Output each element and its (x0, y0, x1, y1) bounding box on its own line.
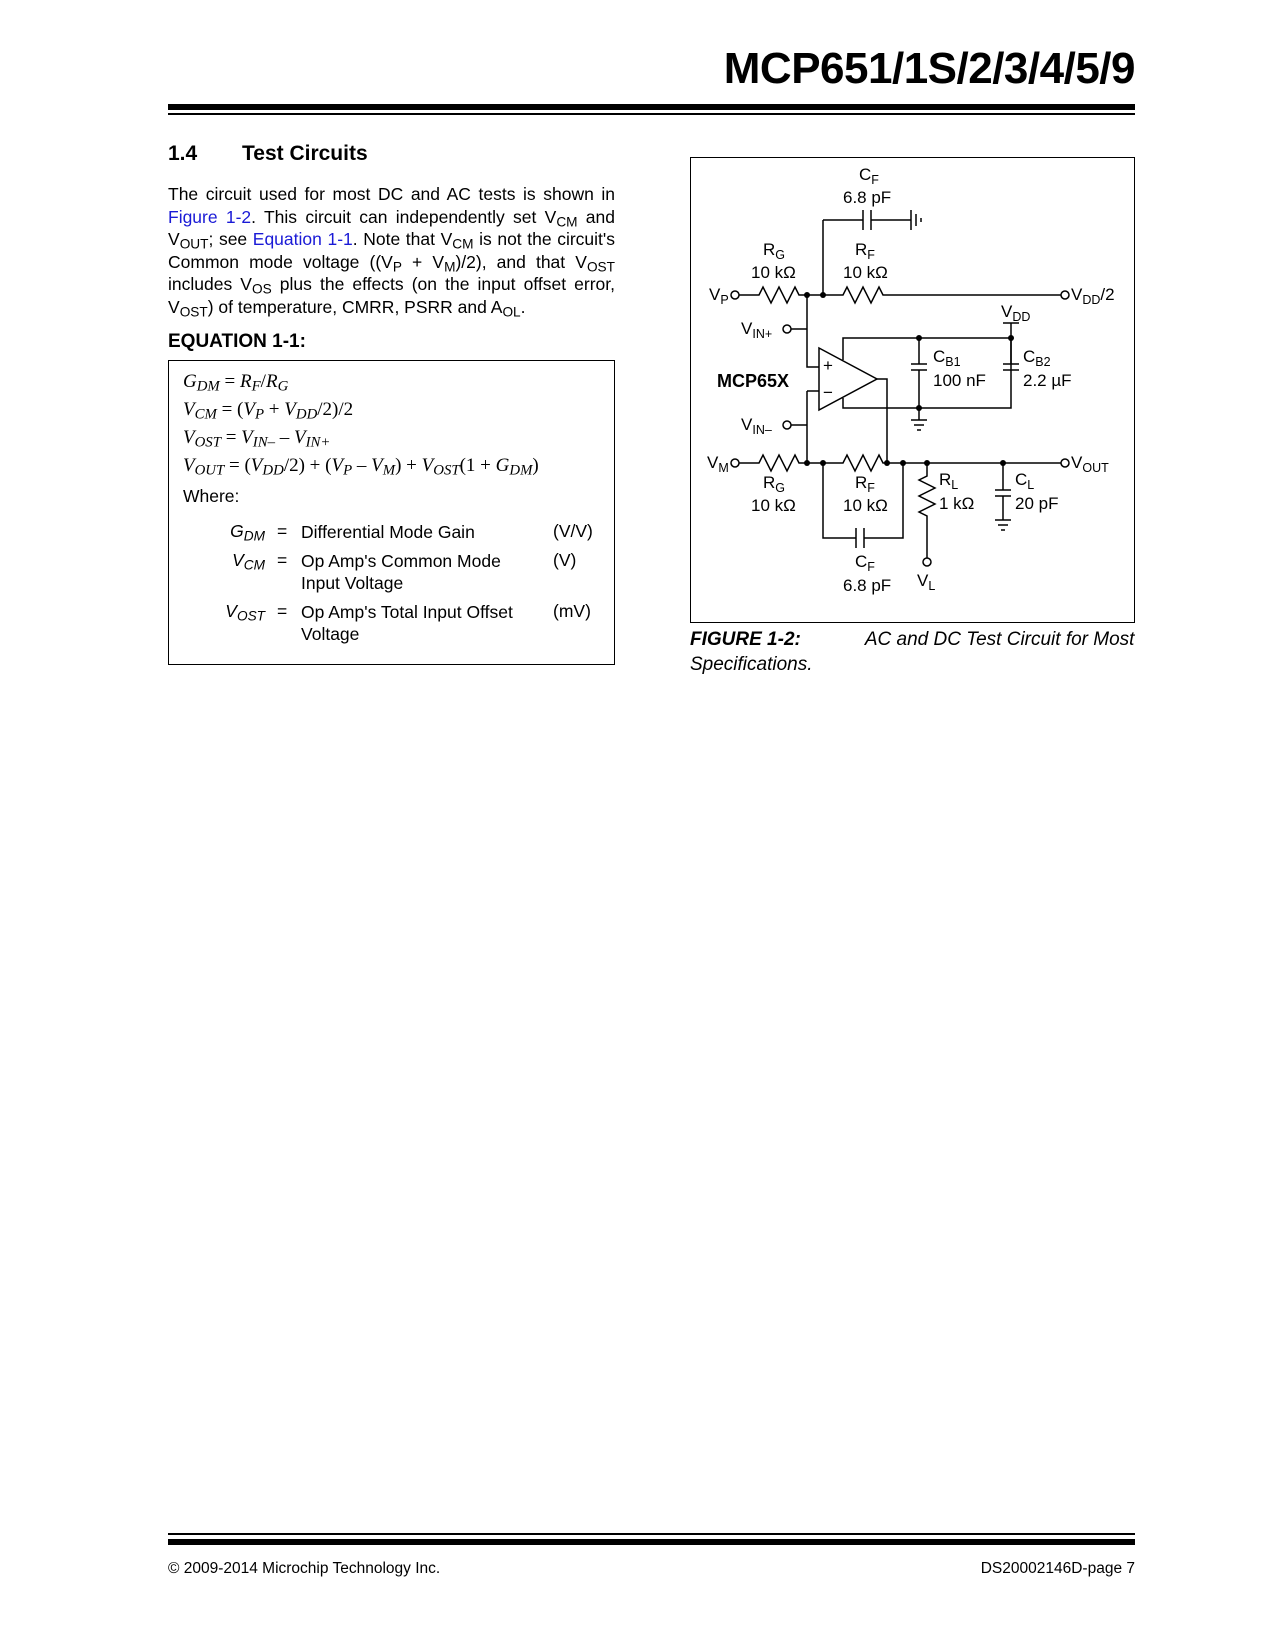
def-unit-vcm: (V) (553, 550, 577, 570)
rg-bottom-value: 10 kΩ (751, 496, 796, 515)
footer-copyright: © 2009-2014 Microchip Technology Inc. (168, 1560, 441, 1577)
def-text-gdm: Differential Mode Gain (301, 522, 475, 542)
footer-page-number: DS20002146D-page 7 (980, 1560, 1135, 1577)
rf-bottom-resistor-symbol (807, 455, 1061, 471)
cb1-value: 100 nF (933, 371, 986, 390)
cb1-label: $C_{B1}$ (933, 347, 961, 369)
rl-value: 1 kΩ (939, 494, 975, 513)
rf-top-resistor-symbol (823, 287, 1061, 303)
rg-top-resistor-symbol (739, 287, 823, 303)
vp-label: $V_P$ (709, 285, 729, 307)
equation-heading: EQUATION 1-1: (168, 331, 306, 352)
def-equals: = (277, 601, 288, 621)
equation-vcm: $V_{CM} = (V_P + V_{DD}/2)/2$ (183, 399, 354, 423)
wire (807, 295, 819, 367)
def-symbol-vost: $V_{OST}$ (225, 601, 265, 624)
cl-value: 20 pF (1015, 494, 1059, 513)
section-number: 1.4 (168, 142, 198, 165)
wire (807, 391, 819, 463)
page-header-title: MCP651/1S/2/3/4/5/9 (723, 44, 1135, 93)
junction-dot (804, 292, 810, 298)
cf-top-value: 6.8 pF (843, 188, 892, 207)
junction-dot (820, 460, 826, 466)
rf-top-value: 10 kΩ (843, 263, 888, 282)
circuit-figure-box (690, 157, 1135, 623)
op-amp-minus: − (823, 383, 833, 402)
junction-dot (884, 460, 890, 466)
def-unit-gdm: (V/V) (553, 521, 593, 541)
def-unit-vost: (mV) (553, 601, 591, 621)
junction-dot (900, 460, 906, 466)
footer-rule-thick (168, 1539, 1135, 1545)
where-label: Where: (183, 486, 240, 506)
junction-dot (804, 460, 810, 466)
vout-label: $V_{OUT}$ (1071, 453, 1109, 475)
vinm-label: $V_{IN-}$ (741, 415, 772, 437)
cf-bottom-capacitor-symbol (856, 528, 864, 548)
junction-dot (820, 292, 826, 298)
rg-top-label: $R_G$ (763, 240, 786, 262)
rl-label: $R_L$ (939, 470, 959, 492)
junction-dot (1000, 460, 1006, 466)
cb2-label: $C_{B2}$ (1023, 347, 1051, 369)
header-rule-thick (168, 104, 1135, 110)
vp-terminal (731, 291, 739, 299)
vm-terminal (731, 459, 739, 467)
vinp-label: $V_{IN+}$ (741, 319, 773, 341)
wire (877, 379, 887, 463)
vl-label: $V_L$ (917, 571, 936, 593)
cl-capacitor-symbol (995, 463, 1011, 530)
def-equals: = (277, 521, 288, 541)
equation-link[interactable]: Equation 1-1 (252, 229, 353, 249)
body-paragraph: The circuit used for most DC and AC tests is shown in Figure 1-2. This circuit can independently set $V_{CM}$ and $V_{OUT}$; see Equation 1-1. Note that $V_{CM}$ is not the circuit's Common mode voltage $((V_P + V_M)/2)$, and that $V_{OST}$ includes $V_{OS}$ plus the effects (on the input offset error, $V_{OST}$) of temperature, CMRR, PSRR and $A_{OL}$. (168, 184, 615, 319)
op-amp-plus: + (823, 356, 833, 375)
cf-top-capacitor-symbol (863, 210, 871, 230)
def-equals: = (277, 550, 288, 570)
vdd-label: $V_{DD}$ (1001, 302, 1031, 324)
vm-label: $V_M$ (707, 453, 729, 475)
ground-symbol (911, 210, 921, 230)
def-text-vcm: Op Amp's Common Mode Input Voltage (301, 551, 501, 593)
cb2-value: 2.2 µF (1023, 371, 1072, 390)
junction-dot (924, 460, 930, 466)
figure-label: FIGURE 1-2: (690, 629, 801, 650)
rf-bottom-value: 10 kΩ (843, 496, 888, 515)
rg-bottom-resistor-symbol (739, 455, 807, 471)
vdd2-label: $V_{DD}/2$ (1071, 285, 1115, 307)
rf-top-label: $R_F$ (855, 240, 875, 262)
ground-symbol (911, 408, 927, 430)
header-rule-thin (168, 113, 1135, 115)
junction-dot (916, 335, 922, 341)
cl-label: $C_L$ (1015, 470, 1035, 492)
rf-bottom-label: $R_F$ (855, 473, 875, 495)
vout-terminal (1061, 459, 1069, 467)
cf-bottom-label: $C_F$ (855, 552, 875, 574)
figure-caption-text: AC and DC Test Circuit for Most Specifications. (690, 629, 1135, 675)
junction-dot (916, 405, 922, 411)
vinp-terminal (783, 325, 791, 333)
figure-caption (690, 627, 1135, 677)
rg-bottom-label: $R_G$ (763, 473, 786, 495)
section-title: Test Circuits (242, 142, 368, 165)
vdd2-terminal (1061, 291, 1069, 299)
rl-resistor-symbol (919, 463, 935, 558)
figure-link[interactable]: Figure 1-2 (168, 206, 252, 227)
equation-gdm: $G_{DM} = R_F/R_G$ (183, 371, 289, 395)
cf-bottom-value: 6.8 pF (843, 576, 892, 595)
equation-vout: $V_{OUT} = (V_{DD}/2) + (V_P - V_M) + V_{OST}(1 + G_{DM})$ (183, 455, 539, 479)
cb1-capacitor-symbol (911, 338, 927, 408)
def-symbol-vcm: $V_{CM}$ (232, 550, 265, 573)
def-symbol-gdm: $G_{DM}$ (230, 521, 265, 544)
equation-box (168, 360, 615, 665)
equation-vost: $V_{OST} = V_{IN-} - V_{IN+}$ (183, 427, 331, 451)
op-amp-name: MCP65X (717, 371, 790, 391)
test-circuit-schematic (691, 158, 1136, 624)
junction-dot (1008, 335, 1014, 341)
footer-rule-thin (168, 1533, 1135, 1535)
rg-top-value: 10 kΩ (751, 263, 796, 282)
def-text-vost: Op Amp's Total Input Offset Voltage (301, 602, 513, 644)
cf-top-label: $C_F$ (859, 165, 879, 187)
vl-terminal (923, 558, 931, 566)
vinm-terminal (783, 421, 791, 429)
